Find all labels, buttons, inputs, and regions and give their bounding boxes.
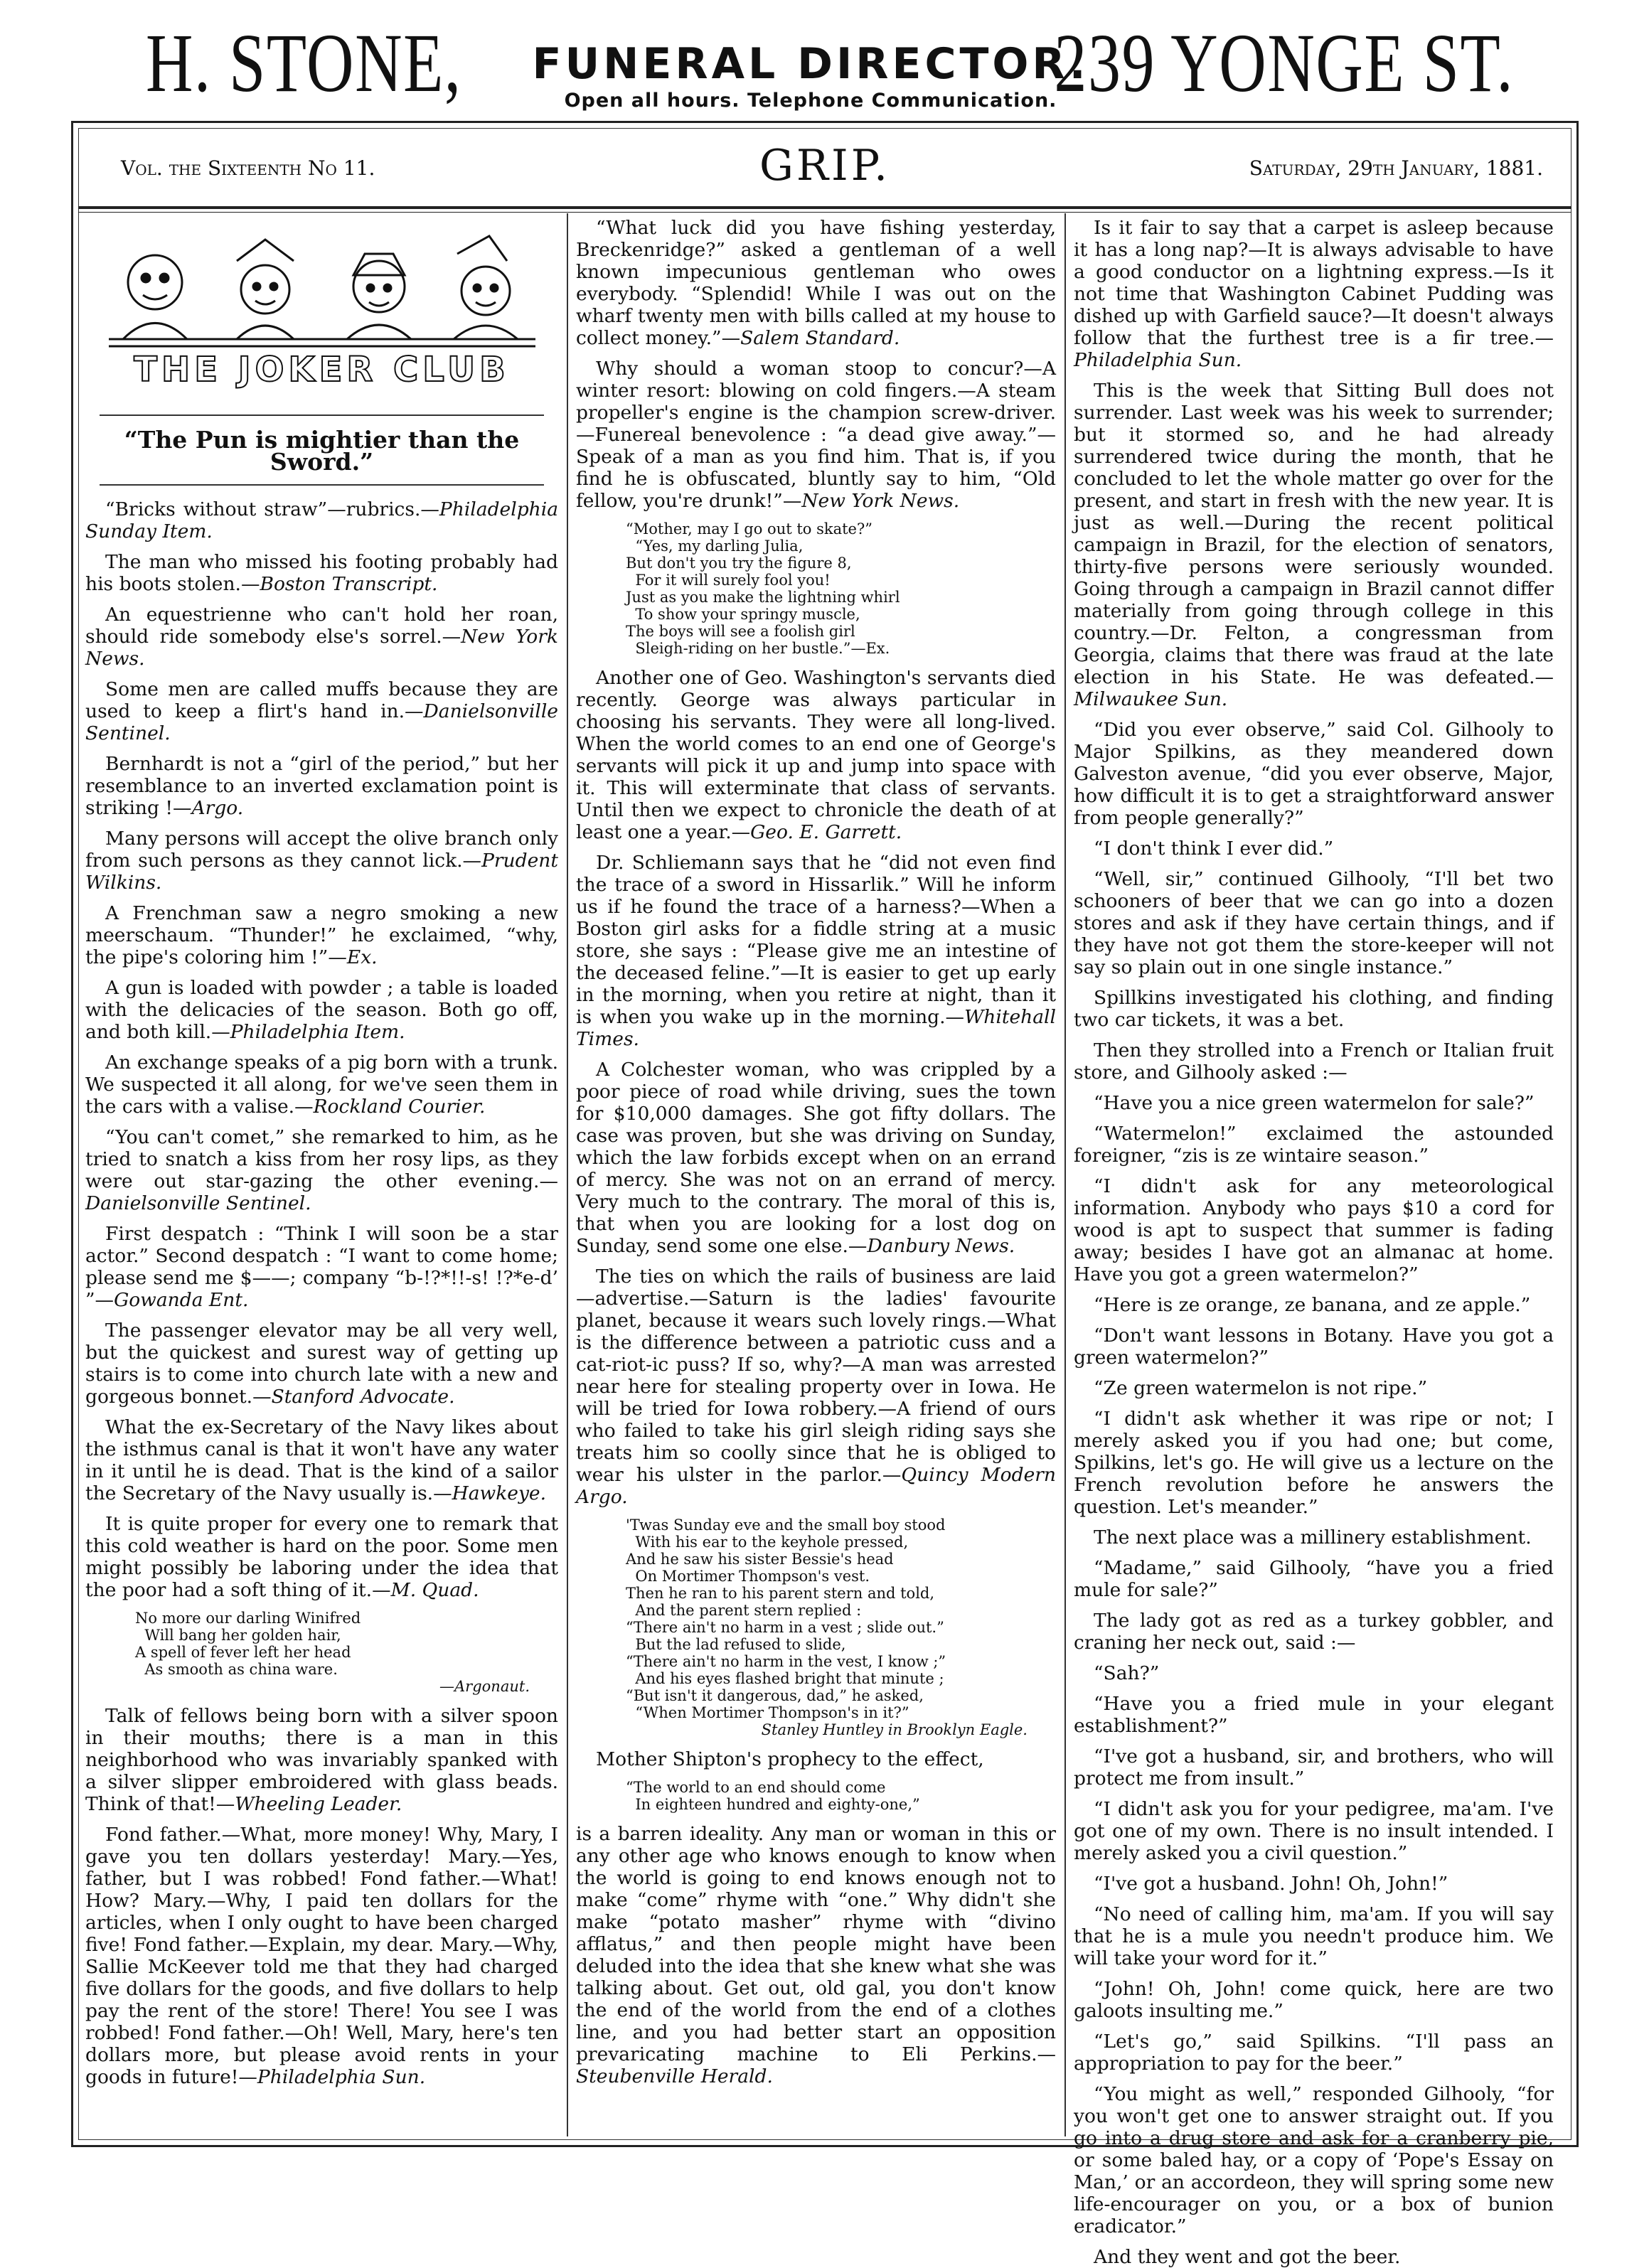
article-item: “Well, sir,” continued Gilhooly, “I'll bet two schooners of beer that we can go into a dozen stores and ask if they have certain things, and if they have not got them the store-keeper will not say so plain out in one single instance.” bbox=[1074, 868, 1554, 978]
publication-title: GRIP. bbox=[759, 141, 891, 191]
article-item: Talk of fellows being born with a silver spoon in their mouths; there is a man in this neighborhood who was invariably spanked with a silver slipper embroidered with glass beads. Think of that!—Wheeling Leader. bbox=[85, 1705, 558, 1815]
masthead bbox=[92, 135, 1557, 199]
poem: No more our darling Winifred Will bang her golden hair, A spell of fever left her head As smooth as china ware. —Argonaut. bbox=[135, 1610, 530, 1695]
article-item: “Let's go,” said Spilkins. “I'll pass an appropriation to pay for the beer.” bbox=[1074, 2031, 1554, 2075]
column-3 bbox=[1074, 217, 1554, 2268]
divider bbox=[100, 484, 544, 486]
column-2 bbox=[576, 217, 1056, 2136]
volume-number: Vol. the Sixteenth No 11. bbox=[121, 156, 375, 180]
article-item: A gun is loaded with powder ; a table is loaded with the delicacies of the season. Both go off, and both kill.—Philadelphia Item. bbox=[85, 977, 558, 1043]
advertisement-banner bbox=[0, 0, 1649, 121]
ad-name: H. STONE, bbox=[146, 16, 462, 109]
article-item: The ties on which the rails of business are laid—advertise.—Saturn is the ladies' favourite planet, because it wears such lovely rings.—What is the difference between a patriotic cuss and a cat-riot-ic puss? If so, why?—A man was arrested near here for stealing property over in Iowa. He will be tried for Iowa robbery.—A friend of ours who failed to take his girl sleigh riding says she treats him so coolly since that he is obliged to wear his ulster in the parlor.—Quincy Modern Argo. bbox=[576, 1266, 1057, 1508]
article-item: Spillkins investigated his clothing, and finding two car tickets, it was a bet. bbox=[1074, 987, 1554, 1031]
article-item: Bernhardt is not a “girl of the period,” but her resemblance to an inverted exclamation point is striking !—Argo. bbox=[85, 753, 558, 819]
article-item: “Don't want lessons in Botany. Have you got a green watermelon?” bbox=[1074, 1325, 1554, 1369]
divider bbox=[100, 414, 544, 416]
article-item: “I don't think I ever did.” bbox=[1094, 838, 1334, 860]
ad-title: FUNERAL DIRECTOR. bbox=[532, 39, 1089, 89]
article-item: “Have you a nice green watermelon for sale?” bbox=[1094, 1092, 1535, 1114]
article-item: Another one of Geo. Washington's servants died recently. George was always particular in choosing his servants. They were all long-lived. When the world comes to an end one of George's servants will pick it up and jump into space with it. This will exterminate that class of servants. Until then we expect to chronicle the death of at least one a year.—Geo. E. Garrett. bbox=[576, 667, 1056, 843]
article-item: Dr. Schliemann says that he “did not even find the trace of a sword in Hissarlik.” Will he inform us if he found the trace of a harness?—When a Boston girl asks for a fiddle string at a music store, she says : “Please give me an intestine of the deceased feline.”—It is easier to get up early in the morning, when you retire at night, than it is when you wake up in the morning.—Whitehall Times. bbox=[576, 852, 1056, 1050]
article-item: “Here is ze orange, ze banana, and ze apple.” bbox=[1094, 1294, 1531, 1316]
joker-club-illustration bbox=[102, 232, 543, 403]
column-divider bbox=[567, 213, 568, 2136]
article-item: “John! Oh, John! come quick, here are two galoots insulting me.” bbox=[1074, 1978, 1554, 2022]
article-item: Then they strolled into a French or Italian fruit store, and Gilhooly asked :— bbox=[1074, 1039, 1554, 1084]
article-item: “What luck did you have fishing yesterday, Breckenridge?” asked a gentleman of a well known impecunious gentleman who owes everybody. “Splendid! While I was out on the wharf twenty men with bills called at my house to collect money.”—Salem Standard. bbox=[576, 217, 1056, 349]
article-item: “I didn't ask whether it was ripe or not; I merely asked you if you had one; but come, Spilkins, let's go. He will give us a lecture on the French revolution before he answers the question. Let's meander.” bbox=[1074, 1408, 1554, 1518]
poem: “Mother, may I go out to skate?” “Yes, my darling Julia, But don't you try the figure 8, For it will surely fool you! Just as you make the lightning whirl To show your springy muscle, The boys will see a foolish girl Sleigh-riding on her bustle.”—Ex. bbox=[626, 520, 900, 657]
article-item: “You can't comet,” she remarked to him, as he tried to snatch a kiss from her rosy lips, as they were out star-gazing the other evening.—Danielsonville Sentinel. bbox=[85, 1126, 558, 1214]
article-item: Many persons will accept the olive branch only from such persons as they cannot lick.—Prudent Wilkins. bbox=[85, 828, 558, 894]
poem: “The world to an end should come In eighteen hundred and eighty-one,” bbox=[626, 1779, 920, 1813]
article-item: The lady got as red as a turkey gobbler, and craning her neck out, said :— bbox=[1074, 1610, 1554, 1654]
column-divider bbox=[1064, 213, 1066, 2136]
article-item: An equestrienne who can't hold her roan, should ride somebody else's sorrel.—New York News. bbox=[85, 604, 558, 670]
article-item: “I didn't ask for any meteorological information. Anybody who pays $10 a cord for wood is apt to suspect that summer is fading away; besides I have got an almanac at home. Have you got a green watermelon?” bbox=[1074, 1175, 1554, 1285]
article-item: “I've got a husband, sir, and brothers, who will protect me from insult.” bbox=[1074, 1745, 1554, 1790]
article-item: Is it fair to say that a carpet is asleep because it has a long nap?—It is always advisable to have a good conductor on a lightning express.—Is it not time that Washington Cabinet Pudding was dished up with Garfield sauce?—It doesn't always follow that the furthest tree is a fir tree.—Philadelphia Sun. bbox=[1074, 217, 1554, 371]
article-item: “Watermelon!” exclaimed the astounded foreigner, “zis is ze wintaire season.” bbox=[1074, 1123, 1554, 1167]
article-item: “No need of calling him, ma'am. If you will say that he is a mule you needn't produce him. We will take your word for it.” bbox=[1074, 1903, 1554, 1969]
article-item: “Sah?” bbox=[1094, 1662, 1160, 1684]
masthead-rule-thin bbox=[78, 212, 1571, 213]
ad-center bbox=[512, 39, 1109, 112]
article-item: “I've got a husband. John! Oh, John!” bbox=[1094, 1873, 1448, 1895]
joker-club-title: THE JOKER CLUB bbox=[134, 350, 510, 390]
article-item: This is the week that Sitting Bull does not surrender. Last week was his week to surrender; but it stormed so, and he had already surrendered twice during the month, that he concluded to let the whole matter go over for the present, and start in fresh with the new year. It is just as well.—During the recent political campaign in Brazil, for the election of senators, thirty-five persons were seriously wounded. Going through a campaign in Brazil cannot differ materially from going through college in this country.—Dr. Felton, a congressman from Georgia, claims that there was fraud at the late election in his State. He was defeated.—Milwaukee Sun. bbox=[1074, 380, 1554, 710]
article-item: The man who missed his footing probably had his boots stolen.—Boston Transcript. bbox=[85, 551, 558, 595]
issue-date: Saturday, 29th January, 1881. bbox=[1249, 156, 1543, 180]
article-item: “Bricks without straw”—rubrics.—Philadelphia Sunday Item. bbox=[85, 498, 558, 542]
poem: 'Twas Sunday eve and the small boy stood With his ear to the keyhole pressed, And he saw his sister Bessie's head On Mortimer Thompson's vest. Then he ran to his parent stern and told, And the parent stern replied : “There ain't no harm in a vest ; slide out.” But the lad refused to slide, “There ain't no harm in the vest, I know ;” And his eyes flashed bright that minute ; “But isn't it dangerous, dad,” he asked, “When Mortimer Thompson's in it?” Stanley Huntley in Brooklyn Eagle. bbox=[626, 1517, 1028, 1738]
article-item: The next place was a millinery establishment. bbox=[1094, 1526, 1532, 1548]
article-item: An exchange speaks of a pig born with a trunk. We suspected it all along, for we've seen them in the cars with a valise.—Rockland Courier. bbox=[85, 1052, 558, 1118]
ad-subtitle: Open all hours. Telephone Communication. bbox=[564, 90, 1057, 112]
article-item: What the ex-Secretary of the Navy likes about the isthmus canal is that it won't have any water in it until he is dead. That is the kind of a sailor the Secretary of the Navy usually is.—Hawkeye. bbox=[85, 1416, 558, 1504]
article-item: Fond father.—What, more money! Why, Mary, I gave you ten dollars yesterday! Mary.—Yes, father, but I was robbed! Fond father.—What! How? Mary.—Why, I paid ten dollars for the articles, when I only ought to have been charged five! Fond father.—Explain, my dear. Mary.—Why, Sallie McKeever told me that they had charged five dollars for the goods, and five dollars to help pay the rent of the store! There! You see I was robbed! Fond father.—Oh! Well, Mary, here's ten dollars more, but please avoid rents in your goods in future!—Philadelphia Sun. bbox=[85, 1824, 558, 2088]
column-1 bbox=[85, 217, 558, 2136]
article-item: “Ze green watermelon is not ripe.” bbox=[1094, 1377, 1428, 1399]
ad-address: 239 YONGE ST. bbox=[1054, 16, 1514, 109]
club-motto: “The Pun is mightier than the Sword.” bbox=[124, 426, 520, 476]
article-item: “Madame,” said Gilhooly, “have you a fried mule for sale?” bbox=[1074, 1557, 1554, 1601]
masthead-rule bbox=[78, 206, 1571, 209]
article-item: A Colchester woman, who was crippled by a poor piece of road while driving, sues the town for $10,000 damages. She got fifty dollars. The case was proven, but she was driving on Sunday, which the law forbids except when on an errand of mercy. She was not on an errand of mercy. Very much to the contrary. The moral of this is, that when you are looking for a lost dog on Sunday, send some one else.—Danbury News. bbox=[576, 1059, 1056, 1257]
article-item: “Have you a fried mule in your elegant establishment?” bbox=[1074, 1693, 1554, 1737]
article-item: It is quite proper for every one to remark that this cold weather is hard on the poor. Some men might possibly be laboring under the idea that the poor had a soft thing of it.—M. Quad. bbox=[85, 1513, 558, 1601]
article-item: Why should a woman stoop to concur?—A winter resort: blowing on cold fingers.—A steam propeller's engine is the champion screw-driver.—Funereal benevolence : “a dead give away.”—Speak of a man as you find him. That is, if you find he is obfuscated, bluntly say to him, “Old fellow, you're drunk!”—New York News. bbox=[576, 358, 1056, 512]
article-item: A Frenchman saw a negro smoking a new meerschaum. “Thunder!” he exclaimed, “why, the pipe's coloring him !”—Ex. bbox=[85, 902, 558, 968]
article-item: “I didn't ask you for your pedigree, ma'am. I've got one of my own. There is no insult intended. I merely asked you a civil question.” bbox=[1074, 1798, 1554, 1864]
article-item: And they went and got the beer. bbox=[1094, 2246, 1401, 2268]
article-item: “Did you ever observe,” said Col. Gilhooly to Major Spilkins, as they meandered down Galveston avenue, “did you ever observe, Major, how difficult it is to get a straightforward answer from people generally?” bbox=[1074, 719, 1554, 829]
article-item: is a barren ideality. Any man or woman in this or any other age who knows enough to know when the world is going to end knows enough not to make “come” rhyme with “one.” Why didn't she make “potato masher” rhyme with “divino afflatus,” and then people might have been deluded into the idea that she knew what she was talking about. Get out, old gal, you don't know the end of the world from the end of a clothes line, and you had better start an opposition prevaricating machine to Eli Perkins.—Steubenville Herald. bbox=[576, 1823, 1056, 2087]
article-item: “You might as well,” responded Gilhooly, “for you won't get one to answer straight out. If you go into a drug store and ask for a cranberry pie, or some baled hay, or a copy of ‘Pope's Essay on Man,’ or an accordeon, they will spring some new life-encourager on you, or a box of bunion eradicator.” bbox=[1074, 2083, 1554, 2237]
article-item: The passenger elevator may be all very well, but the quickest and surest way of getting up stairs is to come into church late with a new and gorgeous bonnet.—Stanford Advocate. bbox=[85, 1320, 558, 1408]
article-item: First despatch : “Think I will soon be a star actor.” Second despatch : “I want to come home; please send me $——; company “b-!?*!!-s! !?*e-d’ ”—Gowanda Ent. bbox=[85, 1223, 558, 1311]
article-item: Some men are called muffs because they are used to keep a flirt's hand in.—Danielsonville Sentinel. bbox=[85, 678, 558, 744]
article-item: Mother Shipton's prophecy to the effect, bbox=[596, 1748, 984, 1770]
